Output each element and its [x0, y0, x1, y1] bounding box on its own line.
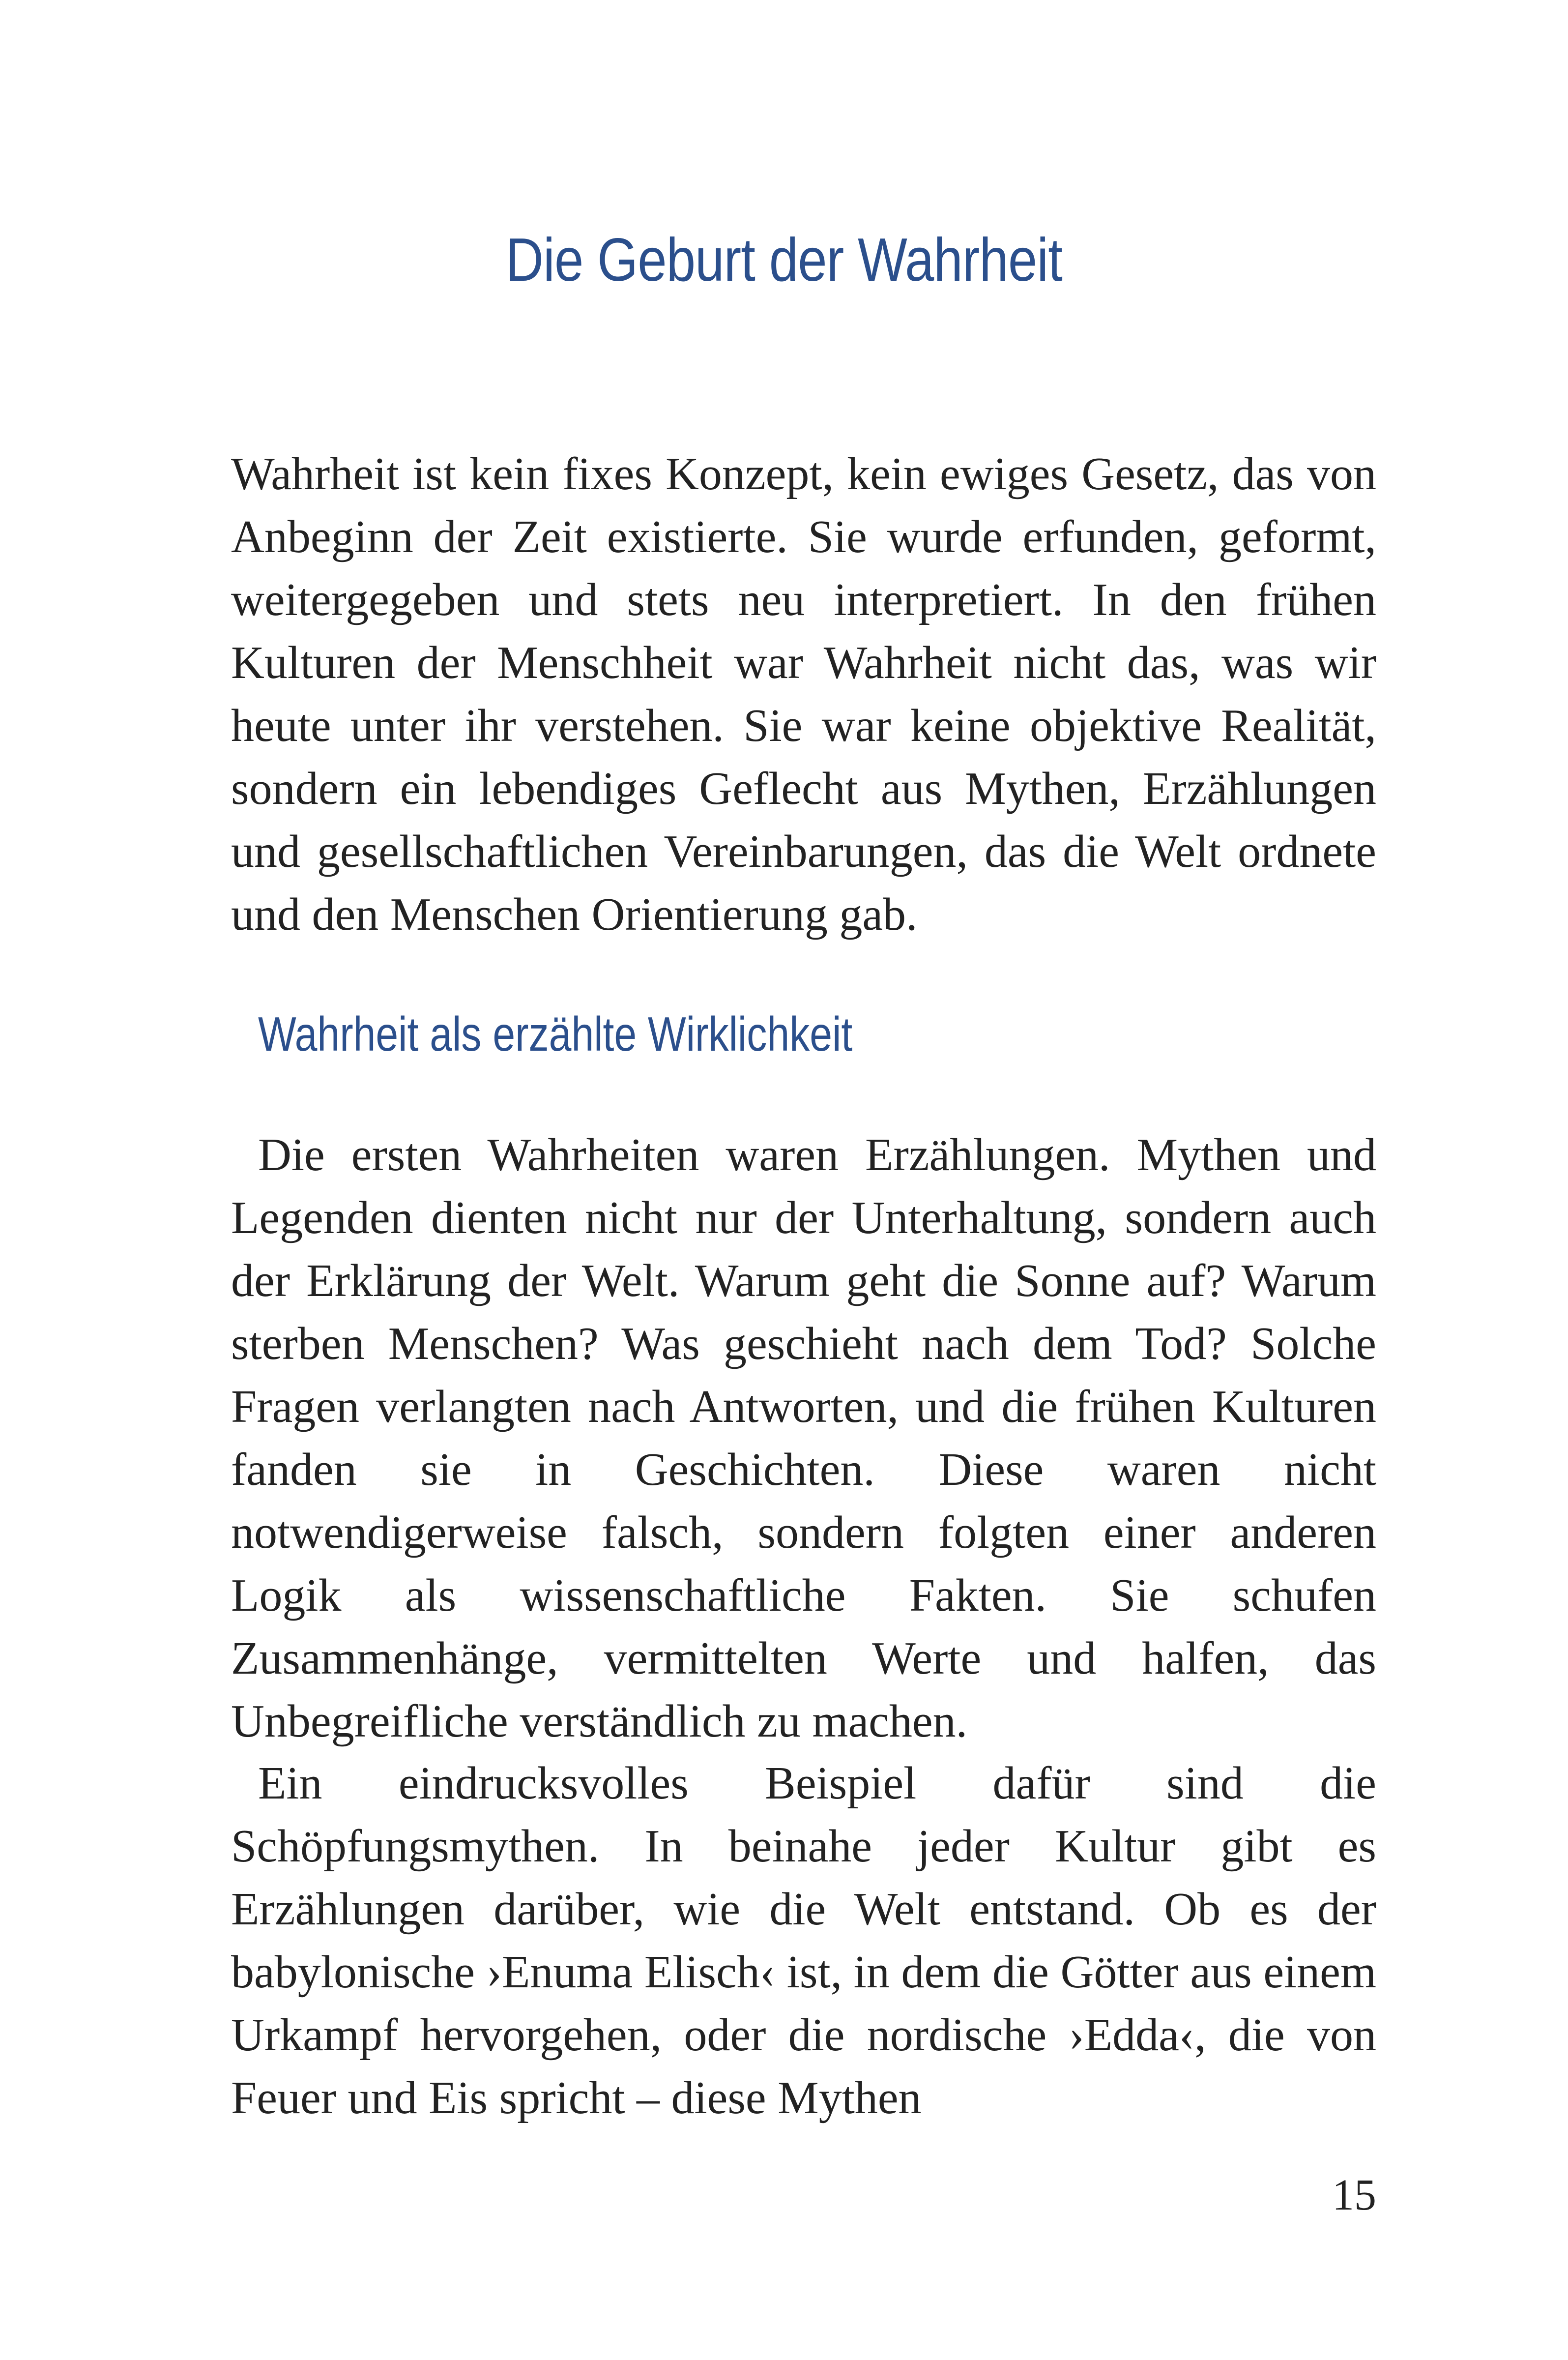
body-paragraph-1: Wahrheit ist kein fixes Konzept, kein ewiges Gesetz, das von Anbeginn der Zeit existierte. Sie wurde erfunden, geformt, weitergegeben und stets neu interpretiert. In den frühen Kulturen der Menschheit war Wahrheit nicht das, was wir heute unter ihr verstehen. Sie war keine objektive Realität, sondern ein lebendiges Geflecht aus Mythen, Erzählungen und gesellschaftlichen Vereinbarungen, das die Welt ordnete und den Menschen Orientierung gab.: [231, 448, 1376, 940]
section-heading: Wahrheit als erzählte Wirklichkeit: [258, 1007, 853, 1061]
body-paragraph-2: Die ersten Wahrheiten waren Erzählungen. Mythen und Legenden dienten nicht nur der Unterhaltung, sondern auch der Erklärung der Welt. Warum geht die Sonne auf? Warum sterben Menschen? Was geschieht nach dem Tod? Solche Fragen verlangten nach Antworten, und die frühen Kulturen fanden sie in Geschichten. Diese waren nicht notwendigerweise falsch, sondern folgten einer anderen Logik als wissenschaftliche Fakten. Sie schufen Zusammenhänge, vermittelten Werte und halfen, das Unbegreifliche verständlich zu machen.: [231, 1129, 1376, 1747]
body-paragraph-3: Ein eindrucksvolles Beispiel dafür sind die Schöpfungsmythen. In beinahe jeder Kultur gibt es Erzählungen darüber, wie die Welt entstand. Ob es der babylonische ›Enuma Elisch‹ ist, in dem die Götter aus einem Urkampf hervorgehen, oder die nordische ›Edda‹, die von Feuer und Eis spricht – diese Mythen: [231, 1758, 1376, 2124]
page-number: 15: [1332, 2171, 1376, 2219]
chapter-title: Die Geburt der Wahrheit: [505, 226, 1063, 294]
